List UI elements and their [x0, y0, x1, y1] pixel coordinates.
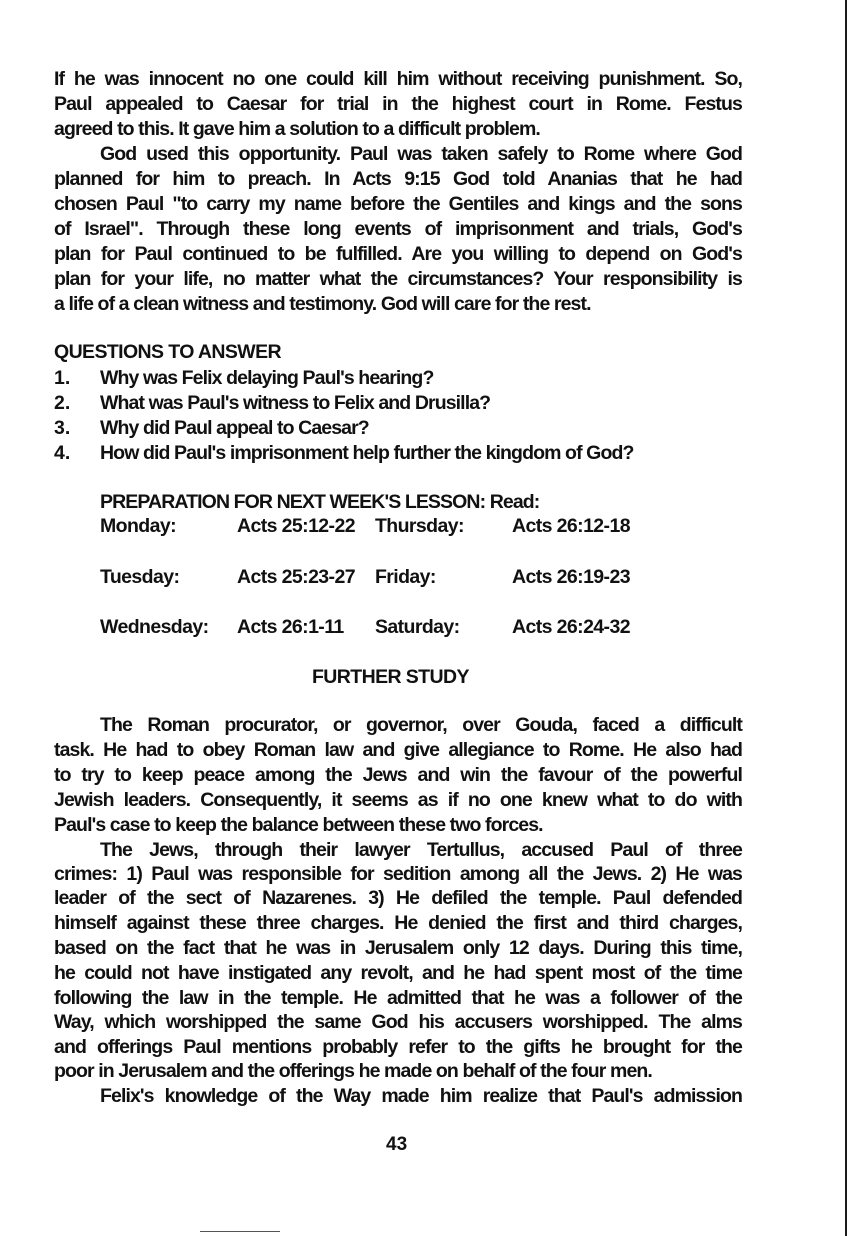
paragraph-line: agreed to this. It gave him a solution to a difficult problem. — [54, 118, 540, 140]
reading-day: Thursday: — [375, 515, 464, 537]
reading-reference: Acts 26:19-23 — [512, 566, 630, 588]
reading-reference: Acts 25:12-22 — [237, 515, 355, 537]
reading-reference: Acts 26:24-32 — [512, 616, 630, 638]
preparation-heading: PREPARATION FOR NEXT WEEK'S LESSON: Read: — [100, 491, 540, 513]
paragraph-line: based on the fact that he was in Jerusalem only 12 days. During this time, — [54, 937, 742, 959]
paragraph-line: leader of the sect of Nazarenes. 3) He defiled the temple. Paul defended — [54, 887, 742, 909]
question-text: Why was Felix delaying Paul's hearing? — [100, 367, 434, 389]
reading-reference: Acts 26:12-18 — [512, 515, 630, 537]
paragraph-line: of Israel". Through these long events of imprisonment and trials, God's — [54, 218, 742, 240]
paragraph-line: Way, which worshipped the same God his accusers worshipped. The alms — [54, 1011, 742, 1033]
paragraph-line: himself against these three charges. He denied the first and third charges, — [54, 912, 742, 934]
further-study-heading: FURTHER STUDY — [312, 666, 469, 688]
question-number: 1. — [54, 367, 71, 389]
scan-artifact — [200, 1231, 280, 1232]
paragraph-line: Paul appealed to Caesar for trial in the highest court in Rome. Festus — [54, 93, 742, 115]
paragraph-line: If he was innocent no one could kill him without receiving punishment. So, — [54, 68, 742, 90]
paragraph-line: Jewish leaders. Consequently, it seems as if no one knew what to do with — [54, 789, 742, 811]
reading-reference: Acts 25:23-27 — [237, 566, 355, 588]
question-text: Why did Paul appeal to Caesar? — [100, 417, 369, 439]
paragraph-line: and offerings Paul mentions probably refer to the gifts he brought for the — [54, 1036, 742, 1058]
paragraph-line: chosen Paul "to carry my name before the Gentiles and kings and the sons — [54, 193, 742, 215]
paragraph-line: following the law in the temple. He admitted that he was a follower of the — [54, 987, 742, 1009]
paragraph-line: to try to keep peace among the Jews and win the favour of the powerful — [54, 764, 742, 786]
paragraph-line: plan for Paul continued to be fulfilled. Are you willing to depend on God's — [54, 243, 742, 265]
reading-day: Wednesday: — [100, 616, 209, 638]
paragraph-line: Paul's case to keep the balance between these two forces. — [54, 814, 543, 836]
paragraph-line: plan for your life, no matter what the circumstances? Your responsibility is — [54, 268, 742, 290]
paragraph-line: Felix's knowledge of the Way made him realize that Paul's admission — [100, 1085, 742, 1107]
paragraph-line: The Jews, through their lawyer Tertullus, accused Paul of three — [100, 839, 742, 861]
paragraph-line: The Roman procurator, or governor, over Gouda, faced a difficult — [100, 714, 742, 736]
reading-day: Friday: — [375, 566, 436, 588]
reading-day: Monday: — [100, 515, 176, 537]
reading-day: Saturday: — [375, 616, 460, 638]
paragraph-line: God used this opportunity. Paul was taken safely to Rome where God — [100, 143, 742, 165]
paragraph-line: planned for him to preach. In Acts 9:15 God told Ananias that he had — [54, 168, 742, 190]
question-number: 4. — [54, 442, 71, 464]
question-number: 3. — [54, 417, 71, 439]
page-number: 43 — [386, 1134, 408, 1155]
questions-heading: QUESTIONS TO ANSWER — [54, 341, 281, 363]
reading-day: Tuesday: — [100, 566, 180, 588]
paragraph-line: poor in Jerusalem and the offerings he made on behalf of the four men. — [54, 1060, 652, 1082]
reading-reference: Acts 26:1-11 — [237, 616, 344, 638]
paragraph-line: task. He had to obey Roman law and give allegiance to Rome. He also had — [54, 739, 742, 761]
page-edge-line — [845, 0, 847, 1236]
paragraph-line: crimes: 1) Paul was responsible for sedition among all the Jews. 2) He was — [54, 863, 742, 885]
paragraph-line: a life of a clean witness and testimony. God will care for the rest. — [54, 293, 591, 315]
question-number: 2. — [54, 392, 71, 414]
question-text: How did Paul's imprisonment help further the kingdom of God? — [100, 442, 634, 464]
question-text: What was Paul's witness to Felix and Drusilla? — [100, 392, 491, 414]
paragraph-line: he could not have instigated any revolt, and he had spent most of the time — [54, 962, 742, 984]
